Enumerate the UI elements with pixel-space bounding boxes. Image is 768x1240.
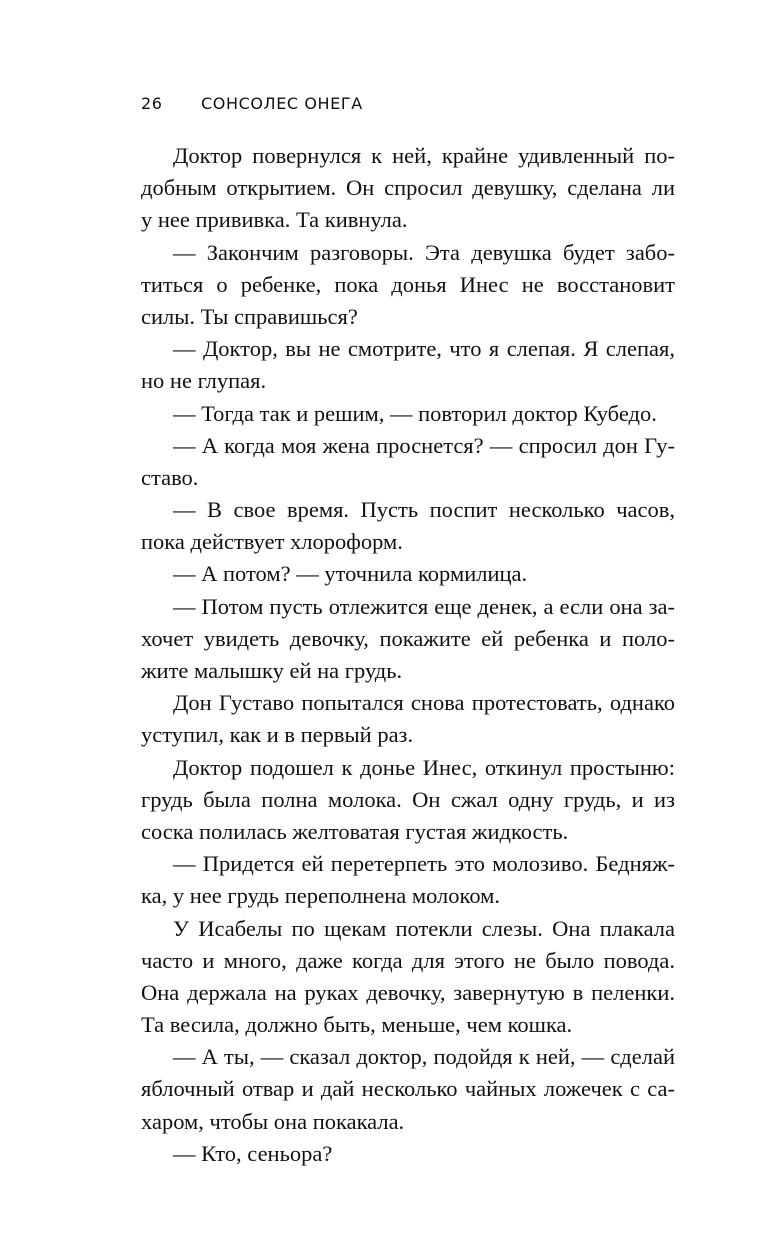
- paragraph: [141, 558, 675, 590]
- text-line: — Придется ей перетерпеть это молозиво. Бедняж-: [173, 851, 675, 877]
- text-line: Доктор подошел к донье Инес, откинул простыню:: [173, 754, 675, 780]
- page-number: 26: [141, 94, 163, 113]
- text-line: уступил, как и в первый раз.: [141, 722, 414, 748]
- paragraph: [141, 848, 675, 912]
- body-text: [141, 140, 675, 1170]
- text-line: титься о ребенке, пока донья Инес не восстановит: [141, 271, 675, 297]
- text-line: часто и много, даже когда для этого не было повода.: [141, 947, 675, 973]
- text-line: харом, чтобы она покакала.: [141, 1108, 405, 1134]
- text-line: силы. Ты справишься?: [141, 303, 358, 329]
- text-line: — Потом пусть отлежится еще денек, а если она за-: [173, 593, 675, 619]
- text-line: — А ты, — сказал доктор, подойдя к ней, — сделай: [173, 1044, 675, 1070]
- text-line: грудь была полна молока. Он сжал одну грудь, и из: [141, 786, 675, 812]
- paragraph: [141, 913, 675, 1042]
- text-line: Доктор повернулся к ней, крайне удивленный по-: [173, 143, 675, 168]
- text-line: — Тогда так и решим, — повторил доктор Кубедо.: [173, 400, 657, 426]
- paragraph: [141, 1041, 675, 1138]
- text-line: соска полилась желтоватая густая жидкость.: [141, 818, 569, 844]
- text-line: но не глупая.: [141, 368, 267, 394]
- text-line: яблочный отвар и дай несколько чайных ложечек с са-: [141, 1076, 675, 1102]
- text-line: пока действует хлороформ.: [141, 529, 403, 555]
- running-head: [141, 94, 363, 118]
- text-line: Она держала на руках девочку, завернутую в пеленки.: [141, 979, 675, 1005]
- paragraph: [141, 591, 675, 688]
- text-line: — А когда моя жена проснется? — спросил дон Гу-: [173, 432, 675, 458]
- paragraph: [141, 1138, 675, 1170]
- text-line: Та весила, должно быть, меньше, чем кошка.: [141, 1012, 573, 1038]
- text-line: жите малышку ей на грудь.: [141, 658, 403, 683]
- text-line: ставо.: [141, 464, 199, 490]
- paragraph: [141, 398, 675, 430]
- text-line: хочет увидеть девочку, покажите ей ребенка и поло-: [141, 625, 675, 651]
- paragraph: [141, 494, 675, 558]
- paragraph: [141, 140, 675, 237]
- text-line: у нее прививка. Та кивнула.: [141, 207, 408, 233]
- text-line: — А потом? — уточнила кормилица.: [173, 561, 528, 587]
- text-line: Дон Густаво попытался снова протестовать, однако: [173, 690, 675, 716]
- text-line: У Исабелы по щекам потекли слезы. Она плакала: [173, 915, 675, 941]
- text-line: — В свое время. Пусть поспит несколько часов,: [173, 497, 675, 523]
- paragraph: [141, 687, 675, 751]
- paragraph: [141, 333, 675, 397]
- text-line: — Кто, сеньора?: [173, 1140, 333, 1166]
- paragraph: [141, 430, 675, 494]
- paragraph: [141, 237, 675, 334]
- text-line: — Доктор, вы не смотрите, что я слепая. Я слепая,: [173, 336, 675, 362]
- text-line: ка, у нее грудь переполнена молоком.: [141, 883, 501, 909]
- paragraph: [141, 752, 675, 849]
- text-line: — Закончим разговоры. Эта девушка будет забо-: [173, 239, 675, 265]
- running-head-author: СОНСОЛЕС ОНЕГА: [201, 94, 363, 113]
- text-line: добным открытием. Он спросил девушку, сделана ли: [141, 175, 675, 201]
